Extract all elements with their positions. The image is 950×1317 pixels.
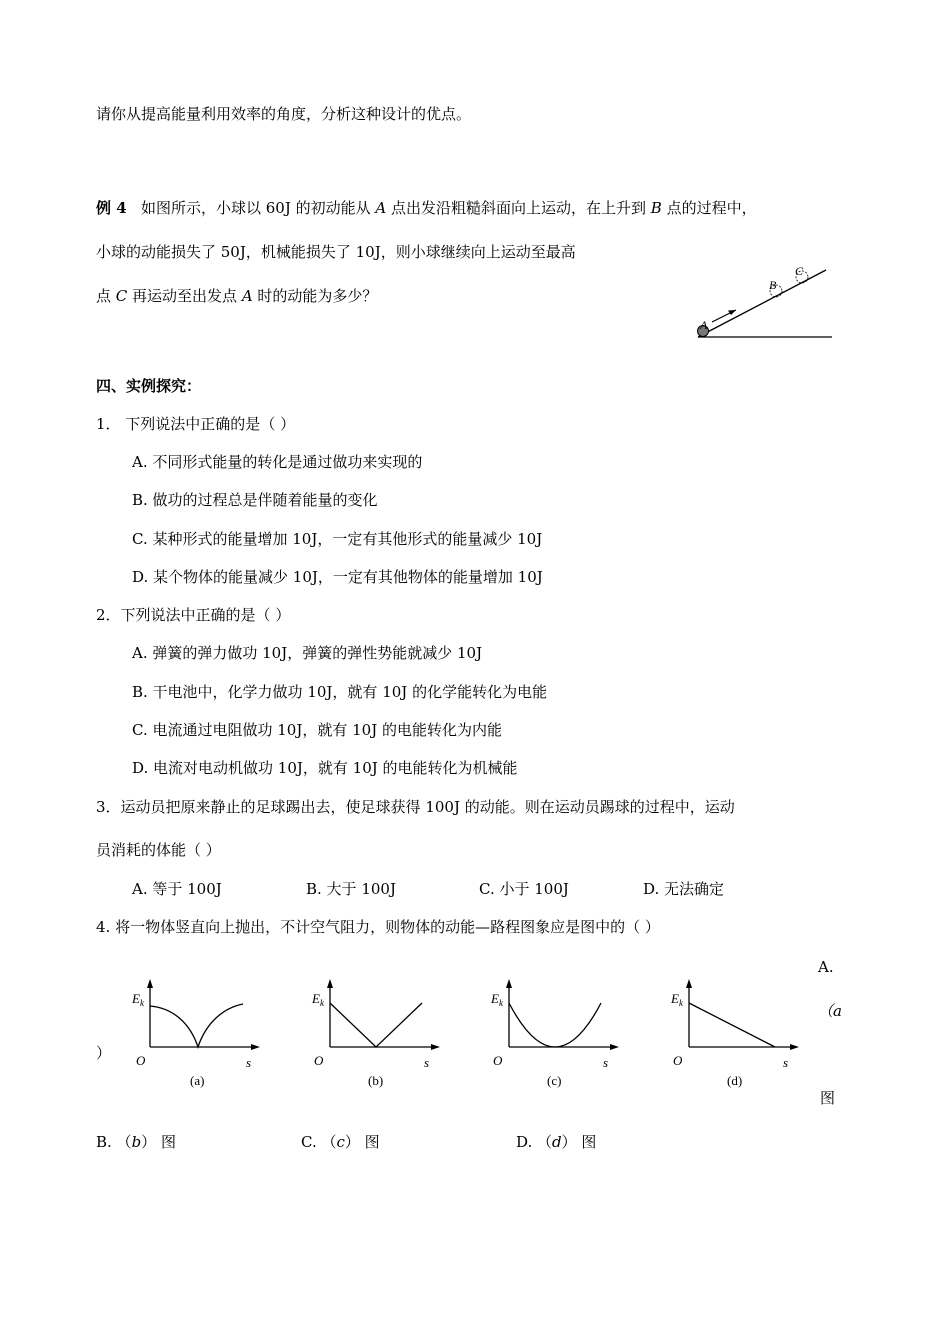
q2-stem: 2．下列说法中正确的是（ ）	[96, 606, 291, 624]
example4-line2: 小球的动能损失了 50J，机械能损失了 10J，则小球继续向上运动至最高	[96, 243, 576, 261]
caption-b: (b)	[368, 1073, 384, 1088]
ylabel-b: $E_k$	[312, 991, 324, 1008]
y-arrow	[327, 979, 333, 988]
ylabel-c: $E_k$	[491, 991, 503, 1008]
q2-option-a: A. 弹簧的弹力做功 10J，弹簧的弹性势能就减少 10J	[132, 644, 483, 662]
point-a: A	[375, 199, 387, 217]
incline-line	[698, 270, 826, 337]
graph-a	[128, 975, 268, 1090]
intro-line: 请你从提高能量利用效率的角度，分析这种设计的优点。	[96, 105, 472, 123]
q2-option-b: B. 干电池中，化学力做功 10J，就有 10J 的化学能转化为电能	[132, 683, 548, 701]
q1-option-c: C. 某种形式的能量增加 10J，一定有其他形式的能量减少 10J	[132, 530, 543, 548]
graph-d	[667, 975, 807, 1090]
origin-b: O	[314, 1053, 324, 1068]
q1-stem: 1． 下列说法中正确的是（ ）	[96, 415, 296, 433]
y-arrow	[686, 979, 692, 988]
x-arrow	[610, 1044, 619, 1050]
point-a-2: A	[241, 287, 253, 305]
caption-a: (a)	[190, 1073, 205, 1088]
example4-text-a: 如图所示，小球以 60J 的初动能从	[140, 199, 376, 217]
x-arrow	[790, 1044, 799, 1050]
q3-option-b: B. 大于 100J	[306, 880, 396, 898]
ylabel-a: $E_k$	[132, 991, 144, 1008]
y-arrow	[506, 979, 512, 988]
xlabel-d: s	[783, 1055, 789, 1070]
label-b: B	[769, 278, 777, 292]
incline-figure	[690, 258, 840, 348]
example4-text-c: 点的过程中，	[661, 199, 757, 217]
curve-b	[330, 1003, 422, 1047]
xlabel-a: s	[246, 1055, 252, 1070]
q4-option-b: B. （b） 图	[96, 1133, 176, 1151]
example4-line1	[96, 198, 757, 218]
x-arrow	[431, 1044, 440, 1050]
q1-option-b: B. 做功的过程总是伴随着能量的变化	[132, 491, 378, 509]
q4-option-c: C. （c） 图	[301, 1133, 380, 1151]
caption-d: (d)	[727, 1073, 743, 1088]
q4-opt-a-label: A.	[818, 958, 834, 976]
q4-option-d: D. （d） 图	[516, 1133, 597, 1151]
example4-l3-b: 再运动至出发点	[127, 287, 242, 305]
point-b: B	[650, 199, 662, 217]
curve-c	[509, 1003, 601, 1047]
ylabel-d: $E_k$	[671, 991, 683, 1008]
x-arrow	[251, 1044, 260, 1050]
label-a: A	[700, 318, 708, 332]
q1-option-d: D. 某个物体的能量减少 10J，一定有其他物体的能量增加 10J	[132, 568, 543, 586]
example4-label: 例 4	[96, 199, 127, 217]
y-arrow	[147, 979, 153, 988]
q4-opt-a-close: ）	[96, 1044, 112, 1062]
label-c: C	[795, 264, 804, 278]
graph-c	[487, 975, 627, 1090]
graph-b	[308, 975, 448, 1090]
example4-l3-c: 时的动能为多少？	[252, 287, 378, 305]
q4-stem: 4. 将一物体竖直向上抛出，不计空气阻力，则物体的动能—路程图象应是图中的（ ）	[96, 918, 660, 936]
arrow-head	[728, 310, 736, 315]
q3-stem-line2: 员消耗的体能（ ）	[96, 841, 221, 859]
curve-a	[150, 1004, 243, 1047]
example4-text-b: 点出发沿粗糙斜面向上运动，在上升到	[386, 199, 651, 217]
q2-option-d: D. 电流对电动机做功 10J，就有 10J 的电能转化为机械能	[132, 759, 518, 777]
xlabel-b: s	[424, 1055, 430, 1070]
q3-option-c: C. 小于 100J	[479, 880, 569, 898]
q4-opt-a-word: 图	[820, 1089, 836, 1107]
point-c: C	[115, 287, 128, 305]
example4-l3-a: 点	[96, 287, 116, 305]
q3-option-d: D. 无法确定	[643, 880, 725, 898]
origin-a: O	[136, 1053, 146, 1068]
origin-c: O	[493, 1053, 503, 1068]
origin-d: O	[673, 1053, 683, 1068]
curve-d	[689, 1003, 775, 1047]
q2-option-c: C. 电流通过电阻做功 10J，就有 10J 的电能转化为内能	[132, 721, 502, 739]
q1-option-a: A. 不同形式能量的转化是通过做功来实现的	[132, 453, 423, 471]
xlabel-c: s	[603, 1055, 609, 1070]
caption-c: (c)	[547, 1073, 562, 1088]
q3-option-a: A. 等于 100J	[132, 880, 222, 898]
section-heading: 四、实例探究：	[96, 377, 202, 395]
q3-stem-line1: 3．运动员把原来静止的足球踢出去，使足球获得 100J 的动能。则在运动员踢球的过程中，运动	[96, 798, 735, 816]
q4-opt-a-open: （a	[818, 1002, 842, 1020]
example4-line3	[96, 286, 377, 306]
